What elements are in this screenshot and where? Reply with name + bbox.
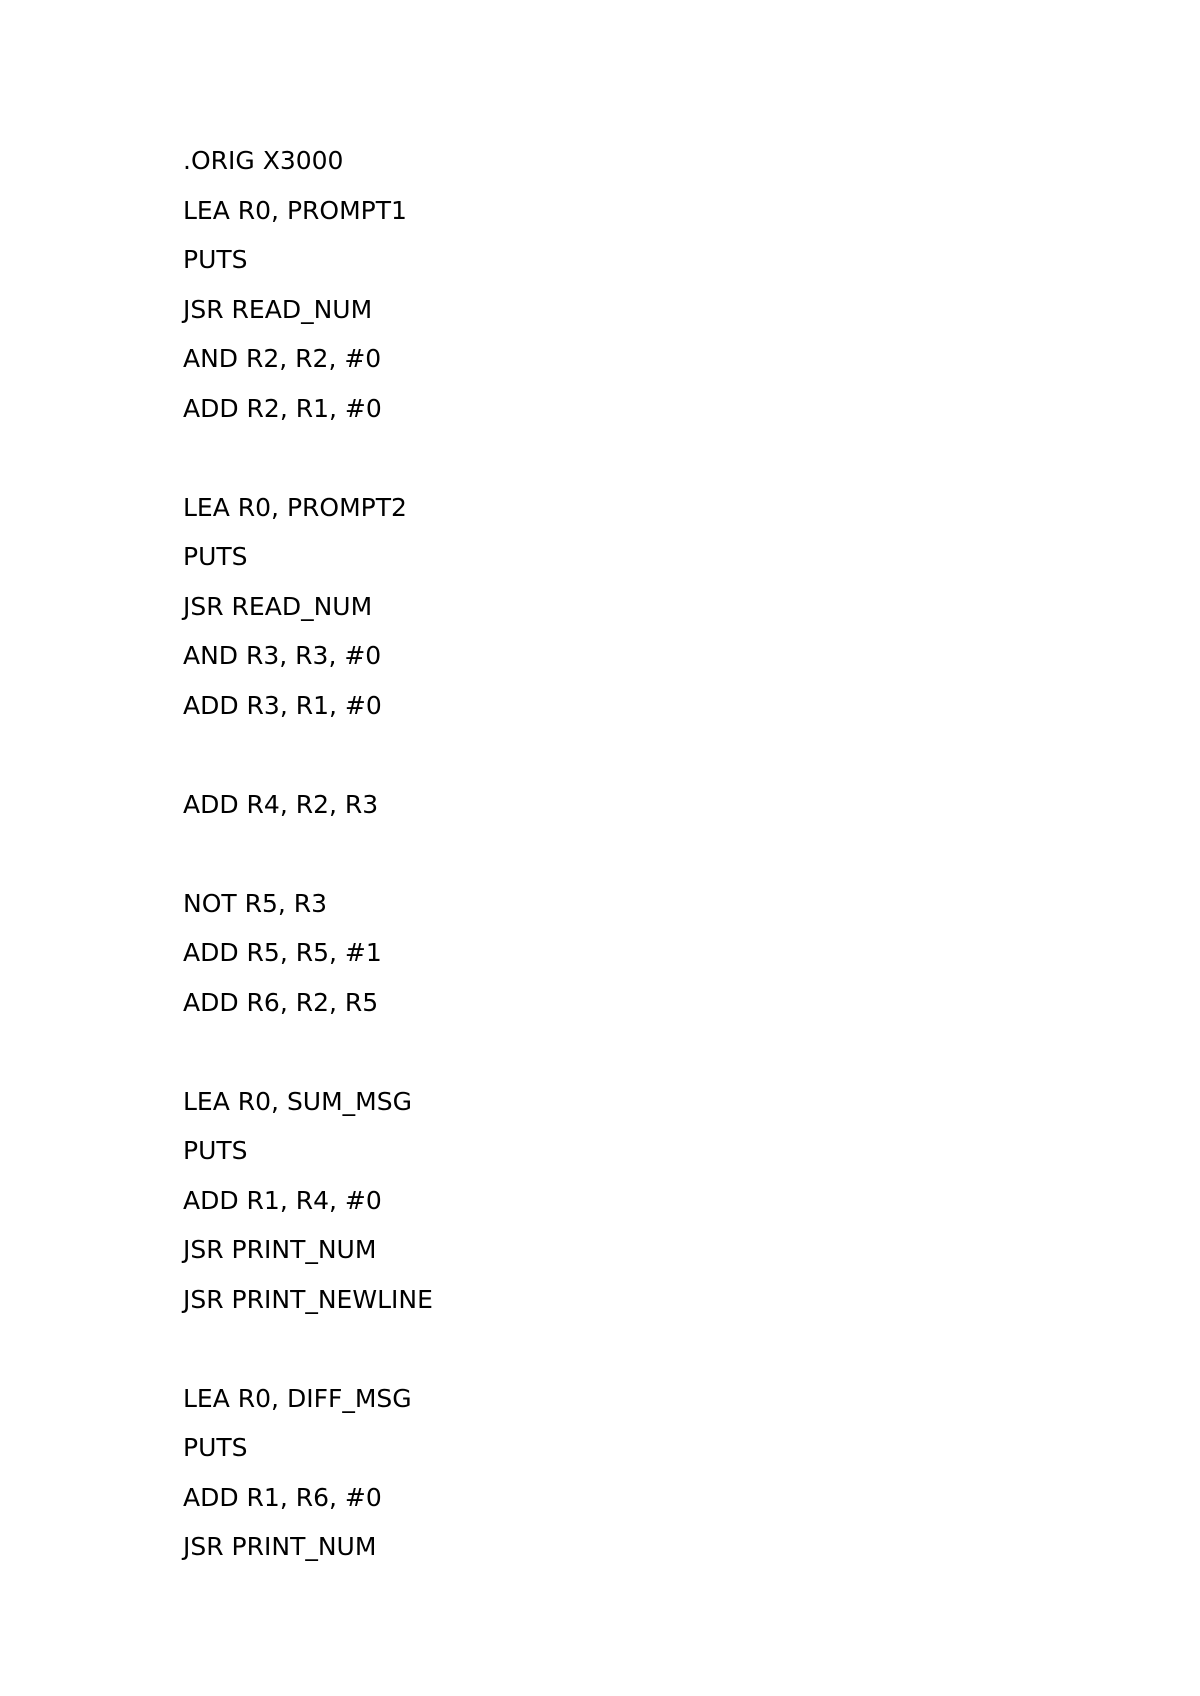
code-line: PUTS: [183, 245, 248, 274]
code-line: JSR PRINT_NUM: [183, 1235, 377, 1264]
blank-line: [183, 439, 433, 489]
code-line: ADD R2, R1, #0: [183, 393, 382, 423]
blank-line: [183, 1330, 433, 1380]
code-line: PUTS: [183, 542, 248, 571]
code-line: AND R2, R2, #0: [183, 344, 382, 373]
blank-line: [183, 835, 433, 885]
code-line: ADD R1, R4, #0: [183, 1185, 382, 1215]
code-line: AND R3, R3, #0: [183, 641, 382, 670]
code-line: ADD R3, R1, #0: [183, 690, 382, 720]
code-line: JSR READ_NUM: [183, 294, 373, 324]
code-line: LEA R0, PROMPT2: [183, 492, 407, 522]
blank-line: [183, 736, 433, 786]
code-line: ADD R1, R6, #0: [183, 1482, 382, 1512]
code-line: LEA R0, DIFF_MSG: [183, 1383, 412, 1413]
code-line: ADD R6, R2, R5: [183, 987, 379, 1017]
code-line: PUTS: [183, 1136, 248, 1165]
code-line: LEA R0, SUM_MSG: [183, 1086, 412, 1116]
code-listing: [183, 142, 433, 1578]
code-line: JSR PRINT_NUM: [183, 1532, 377, 1561]
code-line: LEA R0, PROMPT1: [183, 195, 407, 225]
code-line: PUTS: [183, 1433, 248, 1462]
code-line: JSR PRINT_NEWLINE: [183, 1284, 433, 1314]
code-line: ADD R5, R5, #1: [183, 938, 382, 967]
code-line: .ORIG X3000: [183, 146, 344, 175]
blank-line: [183, 1033, 433, 1083]
code-line: NOT R5, R3: [183, 888, 328, 918]
code-line: JSR READ_NUM: [183, 591, 373, 621]
code-line: ADD R4, R2, R3: [183, 789, 379, 819]
